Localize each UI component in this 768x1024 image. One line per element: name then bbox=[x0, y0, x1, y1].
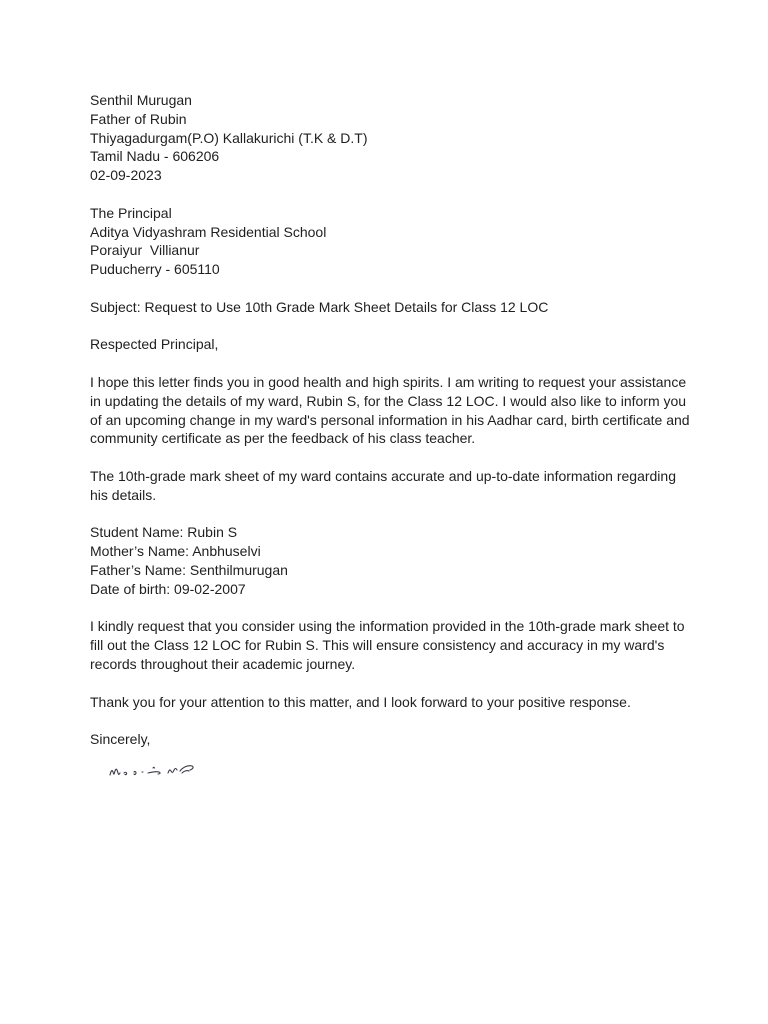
handwritten-signature-icon bbox=[108, 759, 228, 781]
detail-student-name: Student Name: Rubin S bbox=[90, 524, 238, 541]
recipient-locality: Poraiyur Villianur bbox=[90, 242, 200, 259]
paragraph-text: Thank you for your attention to this matter, and I look forward to your positive response. bbox=[90, 693, 631, 710]
paragraph-text: I kindly request that you consider using the information provided in the 10th-grade mark sheet to fill out the Class 12 LOC for Rubin S. This will ensure consistency and accuracy in my ward's records throughout their academic journey. bbox=[90, 618, 685, 672]
subject-line bbox=[90, 298, 690, 317]
recipient-school: Aditya Vidyashram Residential School bbox=[90, 223, 327, 240]
subject-text: Subject: Request to Use 10th Grade Mark Sheet Details for Class 12 LOC bbox=[90, 298, 549, 315]
letter-body bbox=[90, 91, 690, 781]
closing-text: Sincerely, bbox=[90, 731, 151, 748]
recipient-title: The Principal bbox=[90, 204, 172, 221]
recipient-city-pin: Puducherry - 605110 bbox=[90, 261, 220, 278]
thanks-paragraph bbox=[90, 693, 690, 712]
paragraph-text: I hope this letter finds you in good health and high spirits. I am writing to request your assistance in updating the details of my ward, Rubin S, for the Class 12 LOC. I would also like to inform you of an upcoming change in my ward's personal information in his Aadhar card, birth certificate and community certificate as per the feedback of his class teacher. bbox=[90, 373, 690, 447]
letter-date: 02-09-2023 bbox=[90, 167, 162, 184]
marksheet-paragraph bbox=[90, 467, 690, 505]
sender-relation: Father of Rubin bbox=[90, 110, 187, 127]
salutation bbox=[90, 335, 690, 354]
sender-state-pin: Tamil Nadu - 606206 bbox=[90, 148, 220, 165]
sender-name: Senthil Murugan bbox=[90, 92, 192, 108]
detail-mother-name: Mother’s Name: Anbhuselvi bbox=[90, 543, 261, 560]
salutation-text: Respected Principal, bbox=[90, 336, 219, 353]
sender-address bbox=[90, 91, 690, 185]
student-details bbox=[90, 523, 690, 598]
sender-address-line: Thiyagadurgam(P.O) Kallakurichi (T.K & D.T) bbox=[90, 129, 368, 146]
recipient-address bbox=[90, 204, 690, 279]
request-paragraph bbox=[90, 617, 690, 673]
detail-date-of-birth: Date of birth: 09-02-2007 bbox=[90, 580, 246, 597]
closing bbox=[90, 730, 690, 749]
intro-paragraph bbox=[90, 373, 690, 448]
paragraph-text: The 10th-grade mark sheet of my ward contains accurate and up-to-date information regarding his details. bbox=[90, 467, 676, 503]
detail-father-name: Father’s Name: Senthilmurugan bbox=[90, 561, 288, 578]
